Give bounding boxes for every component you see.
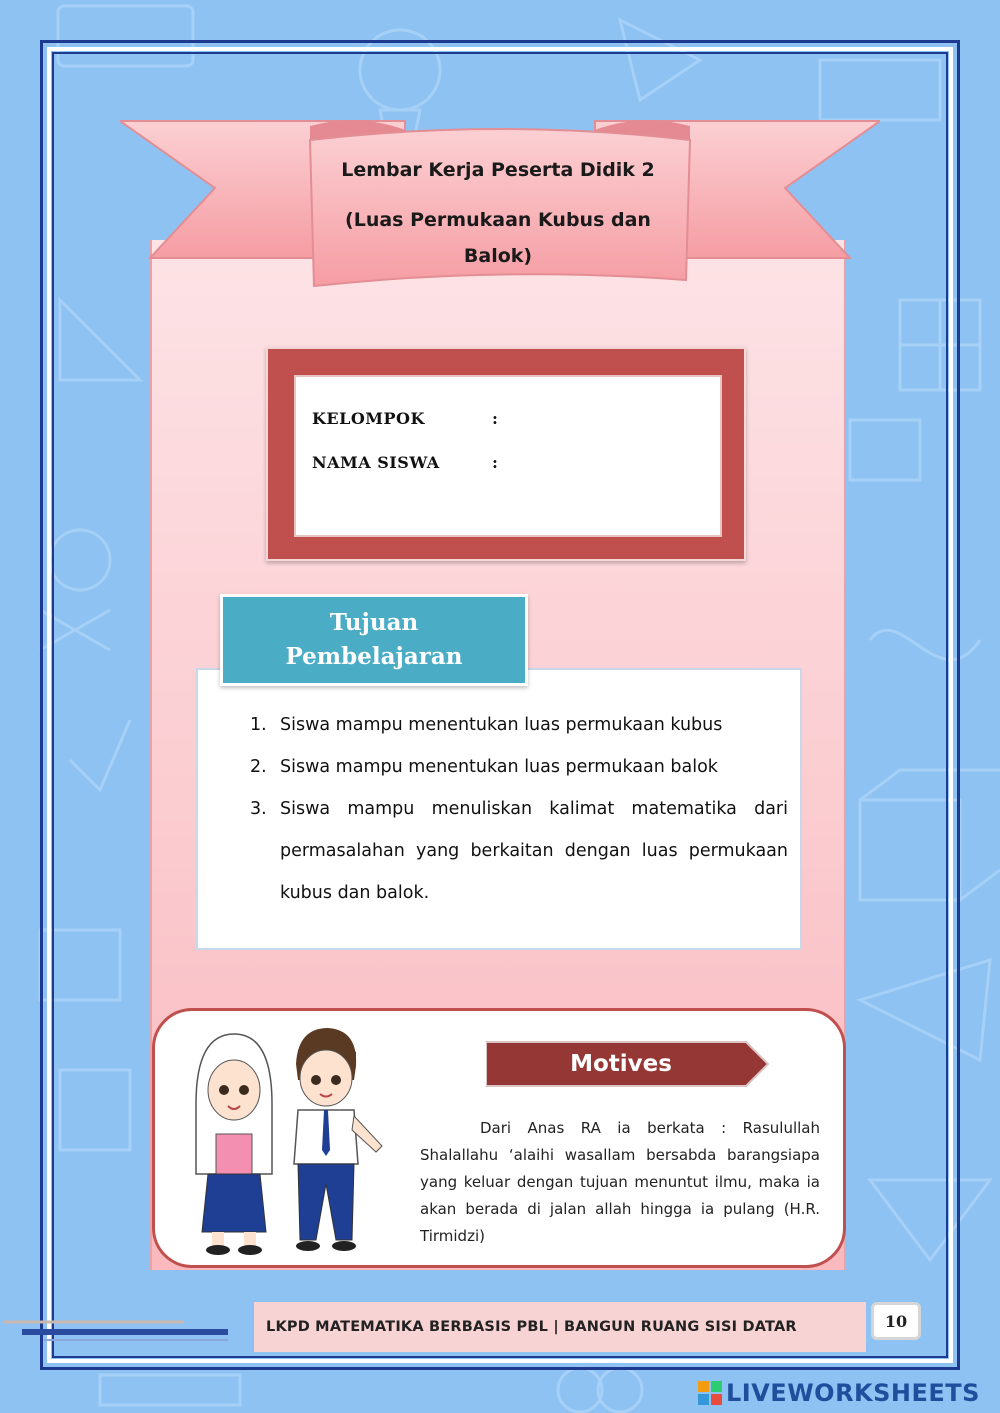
liveworksheets-logo-icon bbox=[698, 1381, 722, 1405]
objectives-list bbox=[250, 704, 788, 914]
objective-number: 3. bbox=[250, 799, 267, 819]
motives-quote: Dari Anas RA ia berkata : Rasulullah Shalallahu ‘alaihi wasallam bersabda barangsiapa yang keluar dengan tujuan menuntut ilmu, maka ia akan berada di jalan allah hingga ia pulang (H.R. Tirmidzi) bbox=[420, 1119, 820, 1245]
objective-item bbox=[250, 746, 788, 788]
footer-text: LKPD MATEMATIKA BERBASIS PBL | BANGUN RUANG SISI DATAR bbox=[266, 1319, 797, 1335]
name-row bbox=[312, 453, 499, 472]
objective-item bbox=[250, 788, 788, 914]
objective-item bbox=[250, 704, 788, 746]
students-illustration bbox=[186, 1024, 396, 1256]
objectives-heading-line-1: Tujuan bbox=[329, 609, 419, 636]
objective-text: Siswa mampu menentukan luas permukaan balok bbox=[280, 757, 718, 777]
title-line-1: Lembar Kerja Peserta Didik 2 bbox=[341, 159, 655, 181]
motives-tag bbox=[486, 1040, 770, 1088]
motives-label: Motives bbox=[570, 1051, 672, 1077]
objectives-heading-line-2: Pembelajaran bbox=[285, 643, 463, 670]
group-row bbox=[312, 409, 499, 428]
liveworksheets-logo bbox=[698, 1378, 980, 1408]
objective-text: Siswa mampu menentukan luas permukaan kubus bbox=[280, 715, 723, 735]
objective-number: 2. bbox=[250, 757, 267, 777]
group-colon: : bbox=[492, 409, 499, 428]
liveworksheets-logo-text: LIVEWORKSHEETS bbox=[726, 1379, 980, 1407]
page-number: 10 bbox=[871, 1302, 921, 1340]
objectives-heading bbox=[220, 594, 528, 686]
name-label: NAMA SISWA bbox=[312, 453, 440, 472]
worksheet-title bbox=[310, 140, 686, 286]
objective-text: Siswa mampu menuliskan kalimat matematika dari permasalahan yang berkaitan dengan luas permukaan kubus dan balok. bbox=[280, 799, 788, 903]
identity-inner bbox=[294, 375, 722, 537]
name-colon: : bbox=[492, 453, 499, 472]
group-label: KELOMPOK bbox=[312, 409, 425, 428]
title-line-2: (Luas Permukaan Kubus dan Balok) bbox=[345, 209, 651, 267]
identity-box bbox=[266, 347, 746, 561]
footer-bar bbox=[254, 1302, 866, 1352]
objectives-box bbox=[196, 668, 802, 950]
objective-number: 1. bbox=[250, 715, 267, 735]
footer-decor-lines bbox=[4, 1318, 234, 1344]
